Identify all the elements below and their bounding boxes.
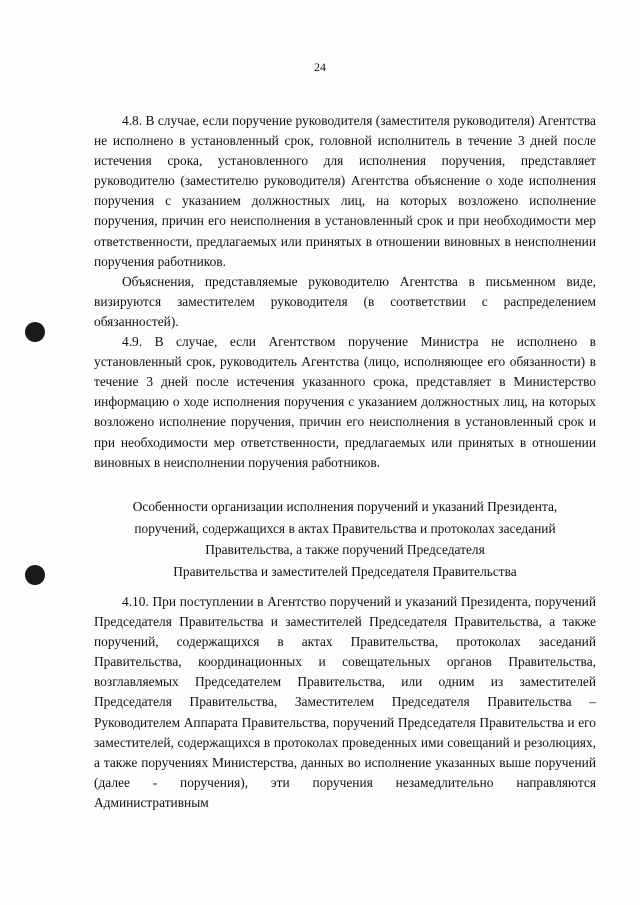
section-heading [94,496,596,582]
paragraph-4-8: 4.8. В случае, если поручение руководителя (заместителя руководителя) Агентства не исполнено в установленный срок, головной исполнитель в течение 3 дней после истечения срока, установленного для исполнения поручения, представляет руководителю (заместителю руководителя) Агентства объяснение о ходе исполнения поручения с указанием должностных лиц, на которых возложено исполнение поручения, причин его неисполнения в установленный срок и при необходимости мер ответственности, предлагаемых или принятых в отношении виновных в неисполнении поручения работников. [94,113,596,269]
paragraph-4-9: 4.9. В случае, если Агентством поручение Министра не исполнено в установленный срок, руководитель Агентства (лицо, исполняющее его обязанности) в течение 3 дней после истечения указанного срока, представляет в Министерство информацию о ходе исполнения поручения с указанием должностных лиц, на которых возложено исполнение поручения, причин его неисполнения в установленный срок и при необходимости мер ответственности, предлагаемых или принятых в отношении виновных в неисполнении поручения работников. [94,334,596,470]
punch-hole-mark [25,565,45,585]
page-number: 24 [314,60,326,74]
paragraph-4-8-explanations: Объяснения, представляемые руководителю Агентства в письменном виде, визируются заместителем руководителя (в соответствии с распределением обязанностей). [94,273,596,329]
body-text-bottom [94,592,596,813]
paragraph-4-10: 4.10. При поступлении в Агентство поручений и указаний Президента, поручений Председателя Правительства и заместителей Председателя Правительства, а также поручений, содержащихся в актах Правительства, протоколах заседаний Правительства, координационных и совещательных органов Правительства, возглавляемых Председателем Правительства, или одним из заместителей Председателя Правительства, Заместителем Председателя Правительства – Руководителем Аппарата Правительства, поручений Председателя Правительства и его заместителей, содержащихся в протоколах проведенных ими совещаний и резолюциях, а также поручениях Министерства, данных во исполнение указанных выше поручений (далее - поручения), эти поручения незамедлительно направляются Административным [94,594,596,810]
section-heading-line: Правительства, а также поручений Председателя [205,542,485,557]
section-heading-line: Особенности организации исполнения поручений и указаний Президента, [132,499,558,514]
body-text-top [94,111,596,473]
punch-hole-mark [25,322,45,342]
section-heading-line: Правительства и заместителей Председателя Правительства [173,563,517,579]
section-heading-line: поручений, содержащихся в актах Правительства и протоколах заседаний [134,520,556,536]
